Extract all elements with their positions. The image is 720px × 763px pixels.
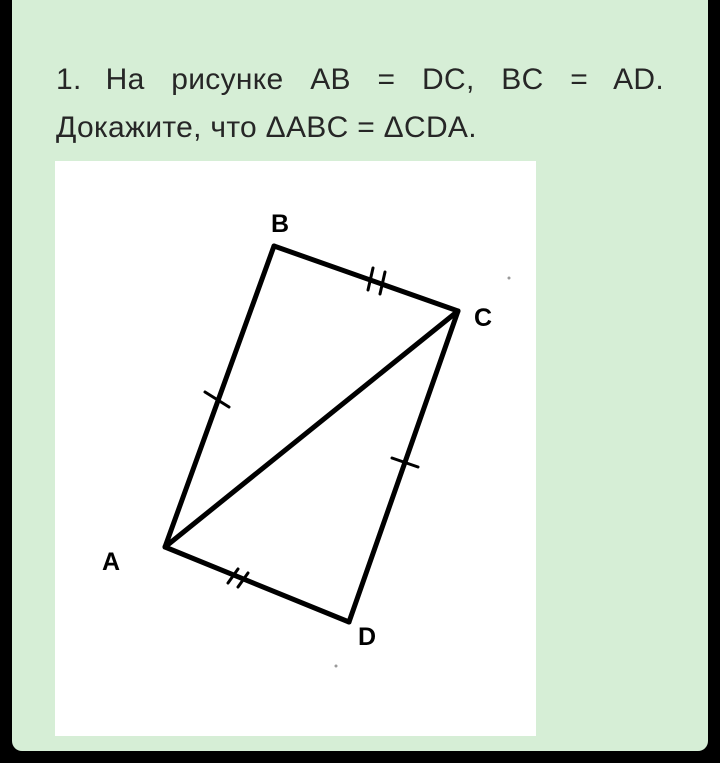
- problem-line-1: [56, 56, 664, 104]
- speck-2: [335, 665, 338, 668]
- problem-statement: [56, 56, 664, 152]
- geometry-figure: [55, 161, 536, 736]
- vertex-label-a: A: [102, 548, 121, 576]
- vertex-label-c: C: [474, 304, 493, 332]
- problem-card: [12, 0, 708, 751]
- side-da: [165, 547, 349, 622]
- problem-line-2: Докажите, что ΔABC = ΔCDA.: [56, 111, 477, 144]
- problem-given: На рисунке AB = DC, BC = AD.: [105, 63, 664, 96]
- problem-number: 1.: [56, 63, 82, 96]
- vertex-label-d: D: [358, 623, 377, 651]
- vertex-label-b: B: [271, 210, 290, 238]
- figure-svg: [55, 161, 536, 736]
- speck-1: [508, 277, 511, 280]
- side-bc: [274, 246, 458, 311]
